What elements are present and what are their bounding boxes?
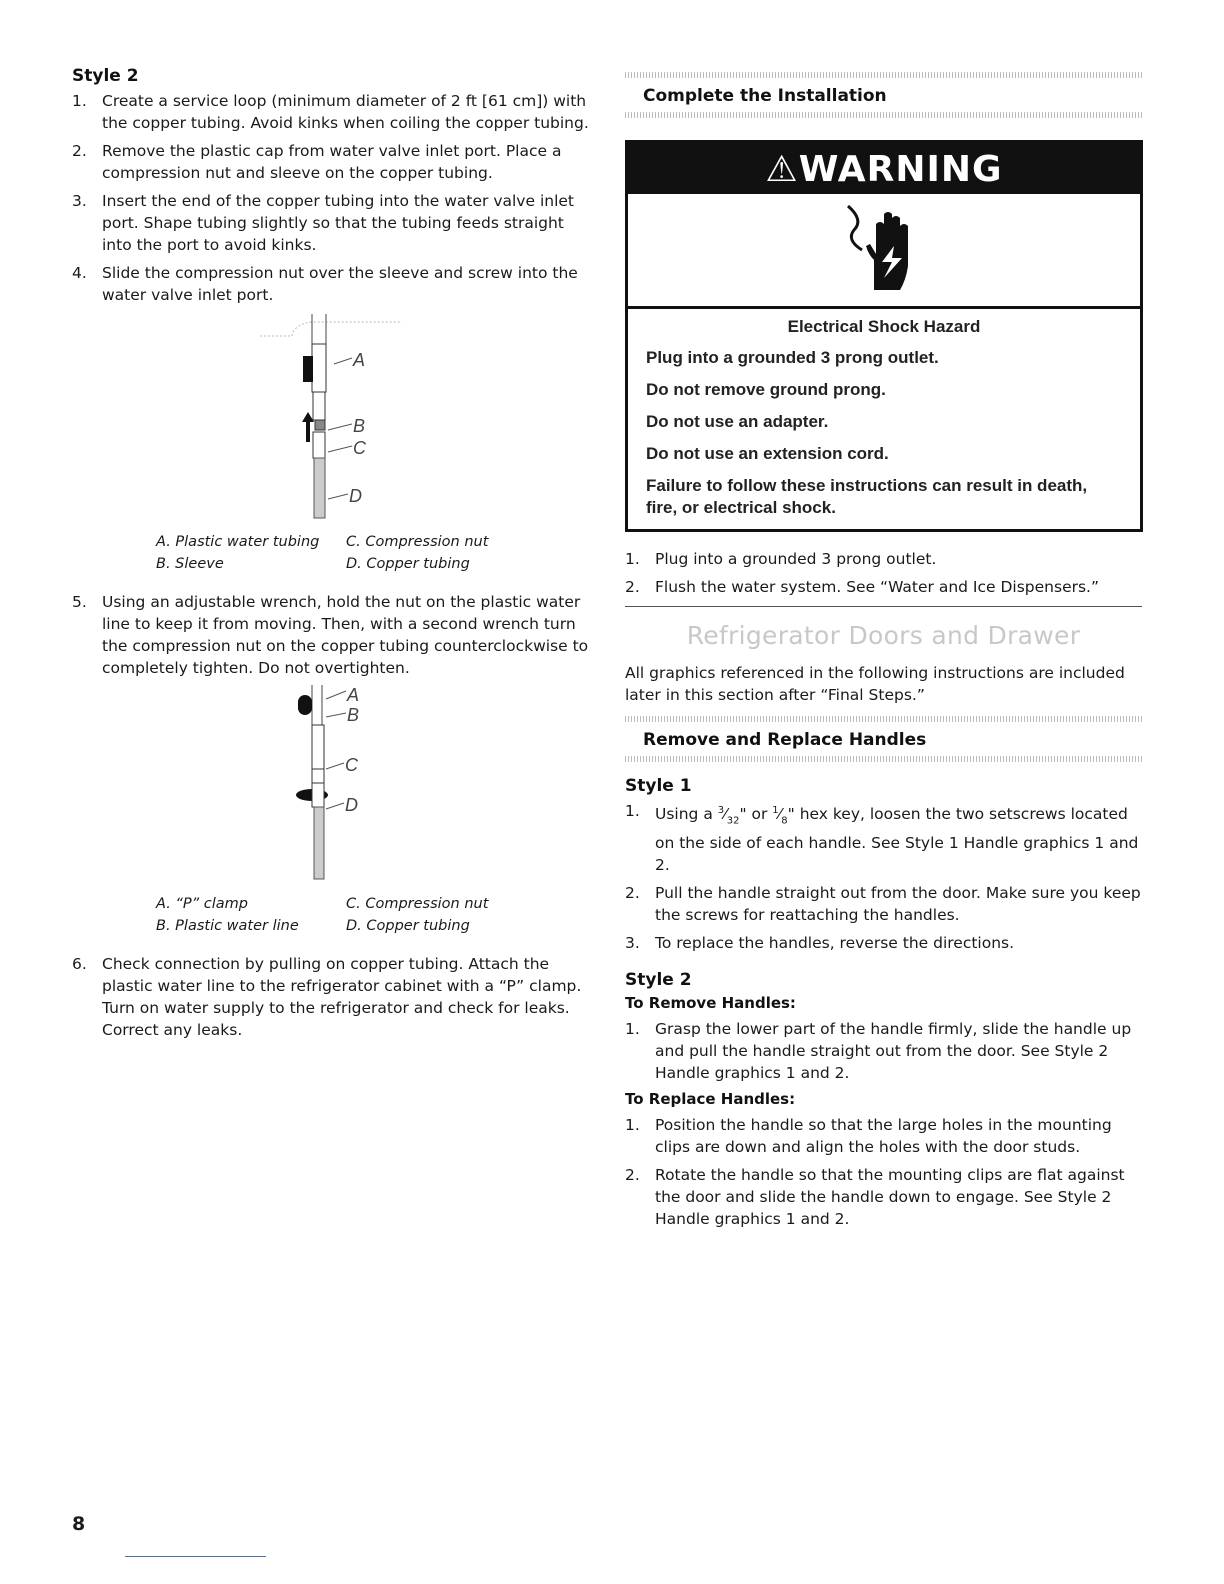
warning-title: ⚠WARNING: [628, 143, 1140, 194]
label-d: D: [349, 486, 362, 506]
style2-heading: Style 2: [72, 66, 139, 86]
replace-steps: [625, 1114, 1142, 1230]
list-item: 4. Slide the compression nut over the sleeve and screw into the water valve inlet port.: [72, 264, 578, 304]
list-item: 2. Flush the water system. See “Water and Ice Dispensers.”: [625, 578, 1100, 596]
left-column: [72, 66, 592, 1047]
tubing-diagram-2: [72, 685, 592, 885]
doors-heading: Refrigerator Doors and Drawer: [686, 621, 1081, 650]
divider: [625, 756, 1142, 762]
legend-item: C. Compression nut: [346, 896, 489, 912]
hazard-title: Electrical Shock Hazard: [787, 317, 981, 336]
warning-line: Do not use an adapter.: [646, 412, 829, 431]
list-item: 1. Grasp the lower part of the handle firmly, slide the handle up and pull the handle straight out from the door. See Style 2 Handle graphics 1 and 2.: [625, 1020, 1132, 1083]
warning-box: [625, 140, 1143, 532]
list-item: 2. Pull the handle straight out from the door. Make sure you keep the screws for reattaching the handles.: [625, 884, 1141, 925]
warning-body: [628, 309, 1140, 529]
electric-shock-hand-icon: [844, 200, 924, 300]
list-item: 5. Using an adjustable wrench, hold the nut on the plastic water line to keep it from moving. Then, with a second wrench turn the compression nut on the copper tubing counterclockwise to completely tighten. Do not overtighten.: [72, 593, 589, 677]
list-item: 3. To replace the handles, reverse the directions.: [625, 934, 1015, 953]
page-number: 8: [72, 1513, 86, 1535]
legend-item: A. “P” clamp: [156, 896, 248, 912]
style1-heading: Style 1: [625, 776, 692, 796]
label-b: B: [353, 416, 366, 436]
list-item: 1. Position the handle so that the large holes in the mounting clips are down and align the holes with the door studs.: [625, 1116, 1112, 1157]
divider: [625, 606, 1142, 607]
remove-steps: [625, 1018, 1142, 1084]
warning-line: Do not remove ground prong.: [646, 380, 886, 399]
label-a: A: [353, 350, 366, 370]
warning-line: Do not use an extension cord.: [646, 444, 889, 463]
tubing-diagram-1: [72, 314, 592, 529]
install-steps: [625, 548, 1142, 598]
warning-triangle-icon: ⚠: [765, 149, 799, 190]
legend-item: B. Sleeve: [156, 556, 224, 572]
list-item: 1. Plug into a grounded 3 prong outlet.: [625, 550, 937, 568]
replace-handles-heading: To Replace Handles:: [625, 1090, 796, 1109]
remove-handles-heading: To Remove Handles:: [625, 994, 796, 1013]
footer-rule: [125, 1556, 266, 1557]
legend-item: C. Compression nut: [346, 534, 489, 550]
list-item: 3. Insert the end of the copper tubing into the water valve inlet port. Shape tubing slightly so that the tubing feeds straight into the port to avoid kinks.: [72, 192, 574, 254]
warning-line: Failure to follow these instructions can result in death, fire, or electrical shock.: [646, 476, 1088, 517]
list-item: 1. Using a $^3⁄_{32}$" or $^1⁄_8$" hex key, loosen the two setscrews located on the side of each handle. See Style 1 Handle graphics 1 and 2.: [625, 802, 1139, 875]
list-item: 1. Create a service loop (minimum diameter of 2 ft [61 cm]) with the copper tubing. Avoid kinks when coiling the copper tubing.: [72, 92, 589, 132]
list-item: 6. Check connection by pulling on copper tubing. Attach the plastic water line to the refrigerator cabinet with a “P” clamp. Turn on water supply to the refrigerator and check for leaks. Correct any leaks.: [72, 955, 582, 1039]
style1-steps: [625, 800, 1142, 954]
label-a: A: [347, 685, 360, 705]
legend-item: A. Plastic water tubing: [156, 534, 320, 550]
figure1-legend: [156, 531, 592, 575]
doors-intro: All graphics referenced in the following instructions are included later in this section after “Final Steps.”: [625, 664, 1125, 704]
steps-list-c: [72, 953, 592, 1041]
label-d: D: [345, 795, 358, 815]
label-b: B: [347, 705, 360, 725]
steps-list-b: [72, 591, 592, 679]
figure2-legend: [156, 893, 592, 937]
style2-heading-right: Style 2: [625, 970, 692, 991]
shock-hazard-area: [628, 194, 1140, 309]
list-item: 2. Rotate the handle so that the mounting clips are flat against the door and slide the handle down to engage. See Style 2 Handle graphics 1 and 2.: [625, 1166, 1125, 1229]
divider: [625, 112, 1142, 118]
warning-line: Plug into a grounded 3 prong outlet.: [646, 348, 939, 367]
legend-item: D. Copper tubing: [346, 556, 470, 572]
legend-item: D. Copper tubing: [346, 918, 470, 934]
steps-list-a: [72, 90, 592, 306]
complete-installation-heading: Complete the Installation: [643, 86, 887, 106]
list-item: 2. Remove the plastic cap from water valve inlet port. Place a compression nut and sleeve on the copper tubing.: [72, 142, 562, 182]
legend-item: B. Plastic water line: [156, 918, 299, 934]
handles-heading: Remove and Replace Handles: [643, 730, 927, 750]
right-column: [625, 72, 1142, 1236]
label-c: C: [345, 755, 358, 775]
label-c: C: [353, 438, 366, 458]
